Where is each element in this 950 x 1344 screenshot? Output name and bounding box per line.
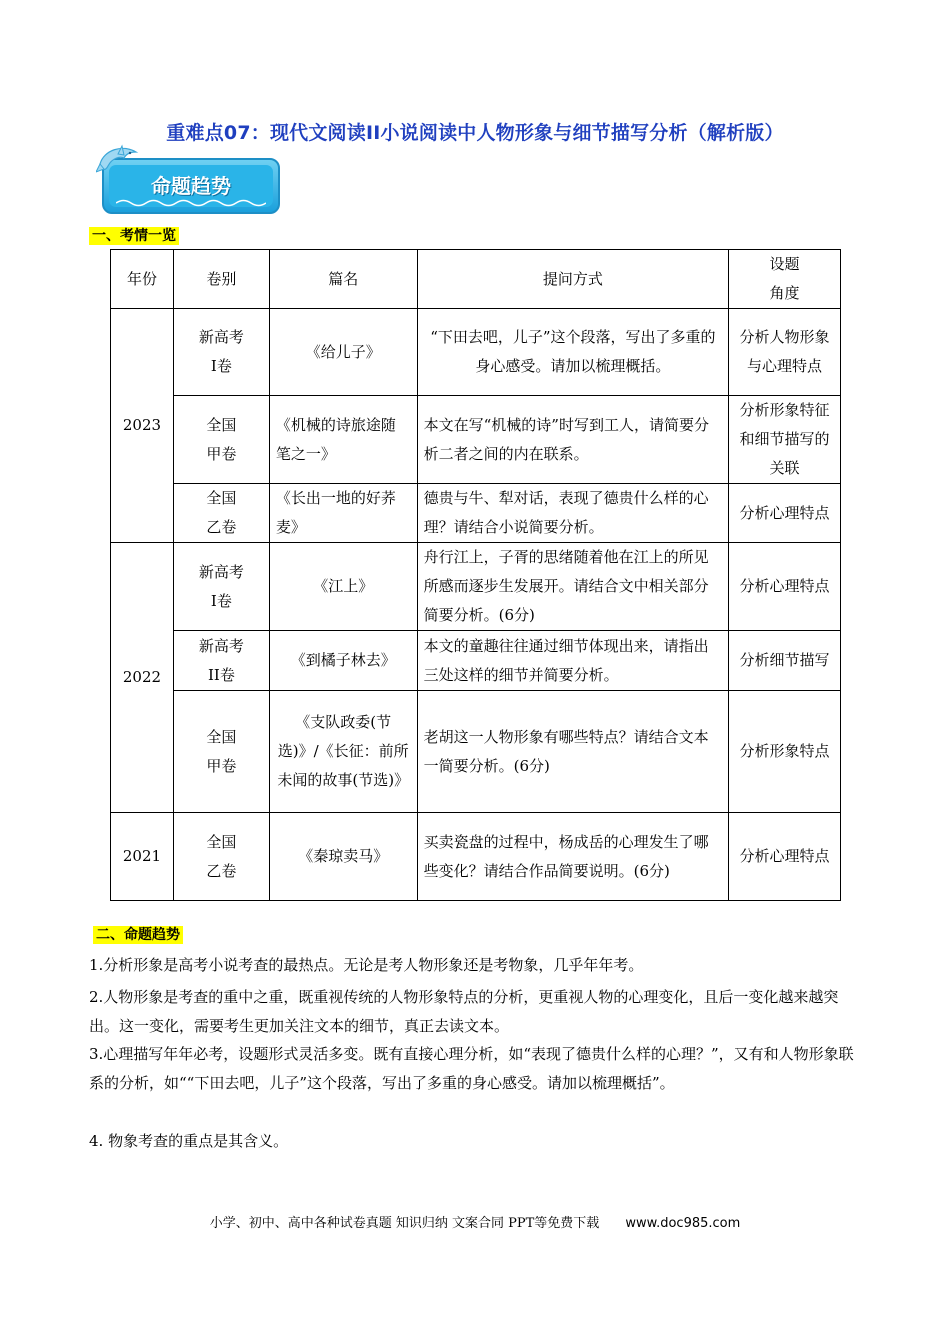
- section-heading-trends: 二、命题趋势: [93, 926, 183, 944]
- trend-paragraph-1: 1.分析形象是高考小说考查的最热点。无论是考人物形象还是考物象，几乎年年考。: [89, 956, 644, 974]
- paper-cell: 新高考 II卷: [173, 631, 269, 691]
- article-cell: 《给儿子》: [269, 309, 417, 396]
- banner-text: 命题趋势: [151, 174, 231, 198]
- header-title: 篇名: [269, 250, 417, 309]
- table-row: [111, 309, 841, 396]
- table-row: [111, 396, 841, 484]
- trend-paragraph-4: 4. 物象考查的重点是其含义。: [89, 1132, 289, 1150]
- article-cell: 《秦琼卖马》: [269, 813, 417, 901]
- article-cell: 《支队政委(节选)》/《长征：前所未闻的故事(节选)》: [269, 691, 417, 813]
- trend-paragraph-3: 3.心理描写年年必考，设题形式灵活多变。既有直接心理分析，如“表现了德贵什么样的心理？”，又有和人物形象联系的分析，如““下田去吧，儿子”这个段落，写出了多重的身心感受。请加以梳理概括”。: [89, 1045, 854, 1092]
- question-cell: 本文的童趣往往通过细节体现出来，请指出三处这样的细节并简要分析。: [417, 631, 728, 691]
- angle-cell: 分析形象特征和细节描写的关联: [729, 396, 841, 484]
- table-row: [111, 543, 841, 631]
- dolphin-icon: [96, 142, 142, 180]
- year-cell: 2022: [111, 543, 174, 813]
- question-cell: “下田去吧，儿子”这个段落，写出了多重的身心感受。请加以梳理概括。: [417, 309, 728, 396]
- year-cell: 2021: [111, 813, 174, 901]
- paper-cell: 新高考 Ⅰ卷: [173, 543, 269, 631]
- article-cell: 《到橘子林去》: [269, 631, 417, 691]
- page-footer: [0, 1212, 950, 1231]
- page-title: 重难点07：现代文阅读II小说阅读中人物形象与细节描写分析（解析版）: [166, 122, 784, 144]
- trend-paragraph-2: 2.人物形象是考查的重中之重，既重视传统的人物形象特点的分析，更重视人物的心理变化，且后一变化越来越突出。这一变化，需要考生更加关注文本的细节，真正去读文本。: [89, 988, 839, 1035]
- angle-cell: 分析细节描写: [729, 631, 841, 691]
- year-cell: 2023: [111, 309, 174, 543]
- question-cell: 舟行江上，子胥的思绪随着他在江上的所见所感而逐步生发展开。请结合文中相关部分简要分析。(6分): [417, 543, 728, 631]
- paper-cell: 全国 甲卷: [173, 396, 269, 484]
- question-cell: 买卖瓷盘的过程中，杨成岳的心理发生了哪些变化？请结合作品简要说明。(6分): [417, 813, 728, 901]
- header-paper: 卷别: [173, 250, 269, 309]
- paper-cell: 全国 甲卷: [173, 691, 269, 813]
- header-angle: 设题 角度: [729, 250, 841, 309]
- footer-text: 小学、初中、高中各种试卷真题 知识归纳 文案合同 PPT等免费下载: [209, 1216, 600, 1231]
- header-year: 年份: [111, 250, 174, 309]
- question-cell: 老胡这一人物形象有哪些特点？请结合文本一简要分析。(6分): [417, 691, 728, 813]
- question-cell: 本文在写“机械的诗”时写到工人，请简要分析二者之间的内在联系。: [417, 396, 728, 484]
- angle-cell: 分析人物形象与心理特点: [729, 309, 841, 396]
- table-row: [111, 813, 841, 901]
- paper-cell: 全国 乙卷: [173, 484, 269, 543]
- exam-table: [110, 249, 841, 901]
- header-question: 提问方式: [417, 250, 728, 309]
- section-banner: [96, 142, 286, 220]
- table-row: [111, 691, 841, 813]
- article-cell: 《长出一地的好荞麦》: [269, 484, 417, 543]
- paper-cell: 全国 乙卷: [173, 813, 269, 901]
- angle-cell: 分析心理特点: [729, 484, 841, 543]
- article-cell: 《机械的诗旅途随笔之一》: [269, 396, 417, 484]
- wave-decoration-icon: [116, 198, 266, 208]
- paper-cell: 新高考 Ⅰ卷: [173, 309, 269, 396]
- footer-url[interactable]: www.doc985.com: [625, 1216, 741, 1231]
- angle-cell: 分析形象特点: [729, 691, 841, 813]
- table-row: [111, 631, 841, 691]
- table-header-row: [111, 250, 841, 309]
- table-row: [111, 484, 841, 543]
- question-cell: 德贵与牛、犁对话，表现了德贵什么样的心理？请结合小说简要分析。: [417, 484, 728, 543]
- angle-cell: 分析心理特点: [729, 543, 841, 631]
- angle-cell: 分析心理特点: [729, 813, 841, 901]
- section-heading-overview: 一、考情一览: [89, 227, 179, 245]
- article-cell: 《江上》: [269, 543, 417, 631]
